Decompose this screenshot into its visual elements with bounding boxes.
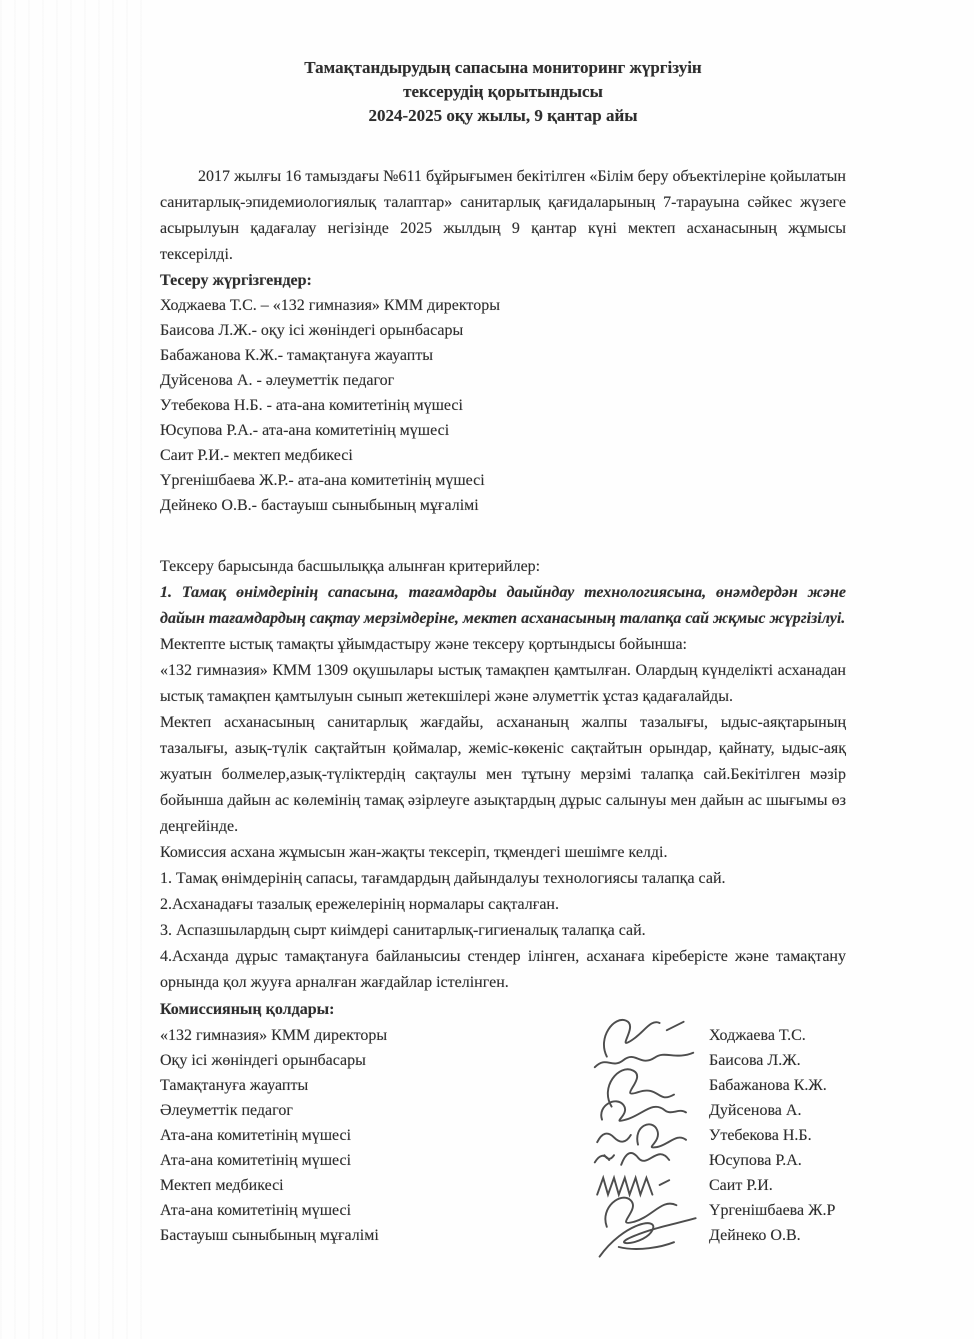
signature-name: Утебекова Н.Б. <box>709 1126 812 1144</box>
signature-role: Ата-ана комитетінің мүшесі <box>160 1201 352 1219</box>
checker-item: Ходжаева Т.С. – «132 гимназия» КММ директоры <box>160 297 500 314</box>
signatures-heading: Комиссияның қолдары: <box>160 1001 335 1018</box>
checker-item: Утебекова Н.Б. - ата-ана комитетінің мүшесі <box>160 397 463 414</box>
section-gap <box>160 518 846 554</box>
title-line-1: Тамақтандырудың сапасына мониторинг жүргізуін <box>304 58 702 77</box>
checker-item: Үргенішбаева Ж.Р.- ата-ана комитетінің мүшесі <box>160 472 485 489</box>
conclusion-item: 3. Аспазшылардың сырт киімдері санитарлық-гигиеналық талапқа сай. <box>160 922 646 939</box>
signature-role: Оқу ісі жөніндегі орынбасары <box>160 1051 366 1069</box>
signature-row <box>160 1023 846 1048</box>
signature-role: Ата-ана комитетінің мүшесі <box>160 1151 352 1169</box>
criteria-heading: Тексеру барысында басшылыққа алынған критерийлер: <box>160 558 541 575</box>
signature-row <box>160 1173 846 1198</box>
students-paragraph: «132 гимназия» КММ 1309 оқушылары ыстық тамақпен қамтылған. Олардың күнделікті асханадан ыстық тамақпен қамтылуын сынып жетекшілері және әлуметтік ұстаз қадағалайды. <box>160 662 846 705</box>
signature-role: Әлеуметтік педагог <box>160 1101 293 1119</box>
signature-row <box>160 1048 846 1073</box>
checker-item: Баисова Л.Ж.- оқу ісі жөніндегі орынбасары <box>160 322 464 339</box>
signature-row <box>160 1098 846 1123</box>
signature-row <box>160 1198 846 1223</box>
checker-item: Дейнеко О.В.- бастауыш сыныбының мұғалімі <box>160 497 479 514</box>
signature-role: Тамақтануға жауапты <box>160 1076 309 1094</box>
title-line-2: тексерудің қорытындысы <box>403 82 603 101</box>
signature-row <box>160 1073 846 1098</box>
signature-role: «132 гимназия» КММ директоры <box>160 1026 388 1044</box>
conclusion-item: 2.Асханадағы тазалық ережелерінің нормалары сақталған. <box>160 896 559 913</box>
checker-item: Саит Р.И.- мектеп медбикесі <box>160 447 353 464</box>
signature-role: Бастауыш сыныбының мұғалімі <box>160 1226 379 1244</box>
sanitary-paragraph: Мектеп асханасының санитарлық жағдайы, асхананың жалпы тазалығы, ыдыс-аяқтарының тазалығы, азық-түлік сақтайтын қоймалар, жеміс-көкеніс сақтайтын орындар, қайнату, ыдыс-аяқ жуатын болмелер,азық-түліктердің сақтаулы мен тұтыну мерзімі талапқа сай.Бекітілген мәзір бойынша дайын ас көлемінің тамақ әзірлеуге азықтардың дұрыс салынуы мен дайын ас шығымы өз деңгейінде. <box>160 714 846 835</box>
document-content <box>160 56 846 1248</box>
checkers-heading: Тесеру жүргізгендер: <box>160 272 312 289</box>
conclusion-item: 4.Асханда дұрыс тамақтануға байланысиы стендер ілінген, асханаға кіреберісте және тамақтану орнында қол жууға арналған жағдайлар істелінген. <box>160 948 846 991</box>
conclusion-item: 1. Тамақ өнімдерінің сапасы, тағамдардың дайындалуы технологиясы талапқа сай. <box>160 870 726 887</box>
signature-name: Саит Р.И. <box>709 1176 773 1194</box>
signature-role: Мектеп медбикесі <box>160 1176 284 1194</box>
criteria-text: 1. Тамақ өнімдерінің сапасына, тағамдарды даыйндау технологиясына, өнәмдердән және дайын тағамдардың сақтау мерзімдеріне, мектеп асханасының талапқа сай жқмыс жүргізілуі. <box>160 584 846 627</box>
signature-name: Баисова Л.Ж. <box>709 1051 801 1069</box>
signature-name: Бабажанова К.Ж. <box>709 1076 827 1094</box>
signature-name: Юсупова Р.А. <box>709 1151 802 1169</box>
signature-role: Ата-ана комитетінің мүшесі <box>160 1126 352 1144</box>
signature-name: Үргенішбаева Ж.Р <box>709 1201 836 1219</box>
signature-row <box>160 1148 846 1173</box>
title-line-3: 2024-2025 оқу жылы, 9 қантар айы <box>368 106 638 125</box>
commission-paragraph: Комиссия асхана жұмысын жан-жақты тексеріп, тқмендегі шешімге келді. <box>160 844 668 861</box>
signature-scribble <box>600 1223 705 1248</box>
checker-item: Юсупова Р.А.- ата-ана комитетінің мүшесі <box>160 422 450 439</box>
signature-name: Дуйсенова А. <box>709 1101 802 1119</box>
checker-item: Дуйсенова А. - әлеуметтік педагог <box>160 372 395 389</box>
signature-name: Ходжаева Т.С. <box>709 1026 806 1044</box>
summary-lead: Мектепте ыстық тамақты ұйымдастыру және тексеру қортындысы бойынша: <box>160 636 687 653</box>
signature-name: Дейнеко О.В. <box>709 1226 801 1244</box>
checker-item: Бабажанова К.Ж.- тамақтануға жауапты <box>160 347 434 364</box>
signature-row <box>160 1223 846 1248</box>
signature-row <box>160 1123 846 1148</box>
intro-paragraph: 2017 жылғы 16 тамыздағы №611 бұйрығымен бекітілген «Білім беру объектілеріне қойылатын санитарлық-эпидемиологиялық талаптар» санитарлық қағидаларының 7-тарауына сәйкес жүзеге асырылуын қадағалау негізінде 2025 жылдың 9 қантар күні мектеп асханасының жұмысы тексерілді. <box>160 168 846 263</box>
document-title <box>160 56 846 128</box>
